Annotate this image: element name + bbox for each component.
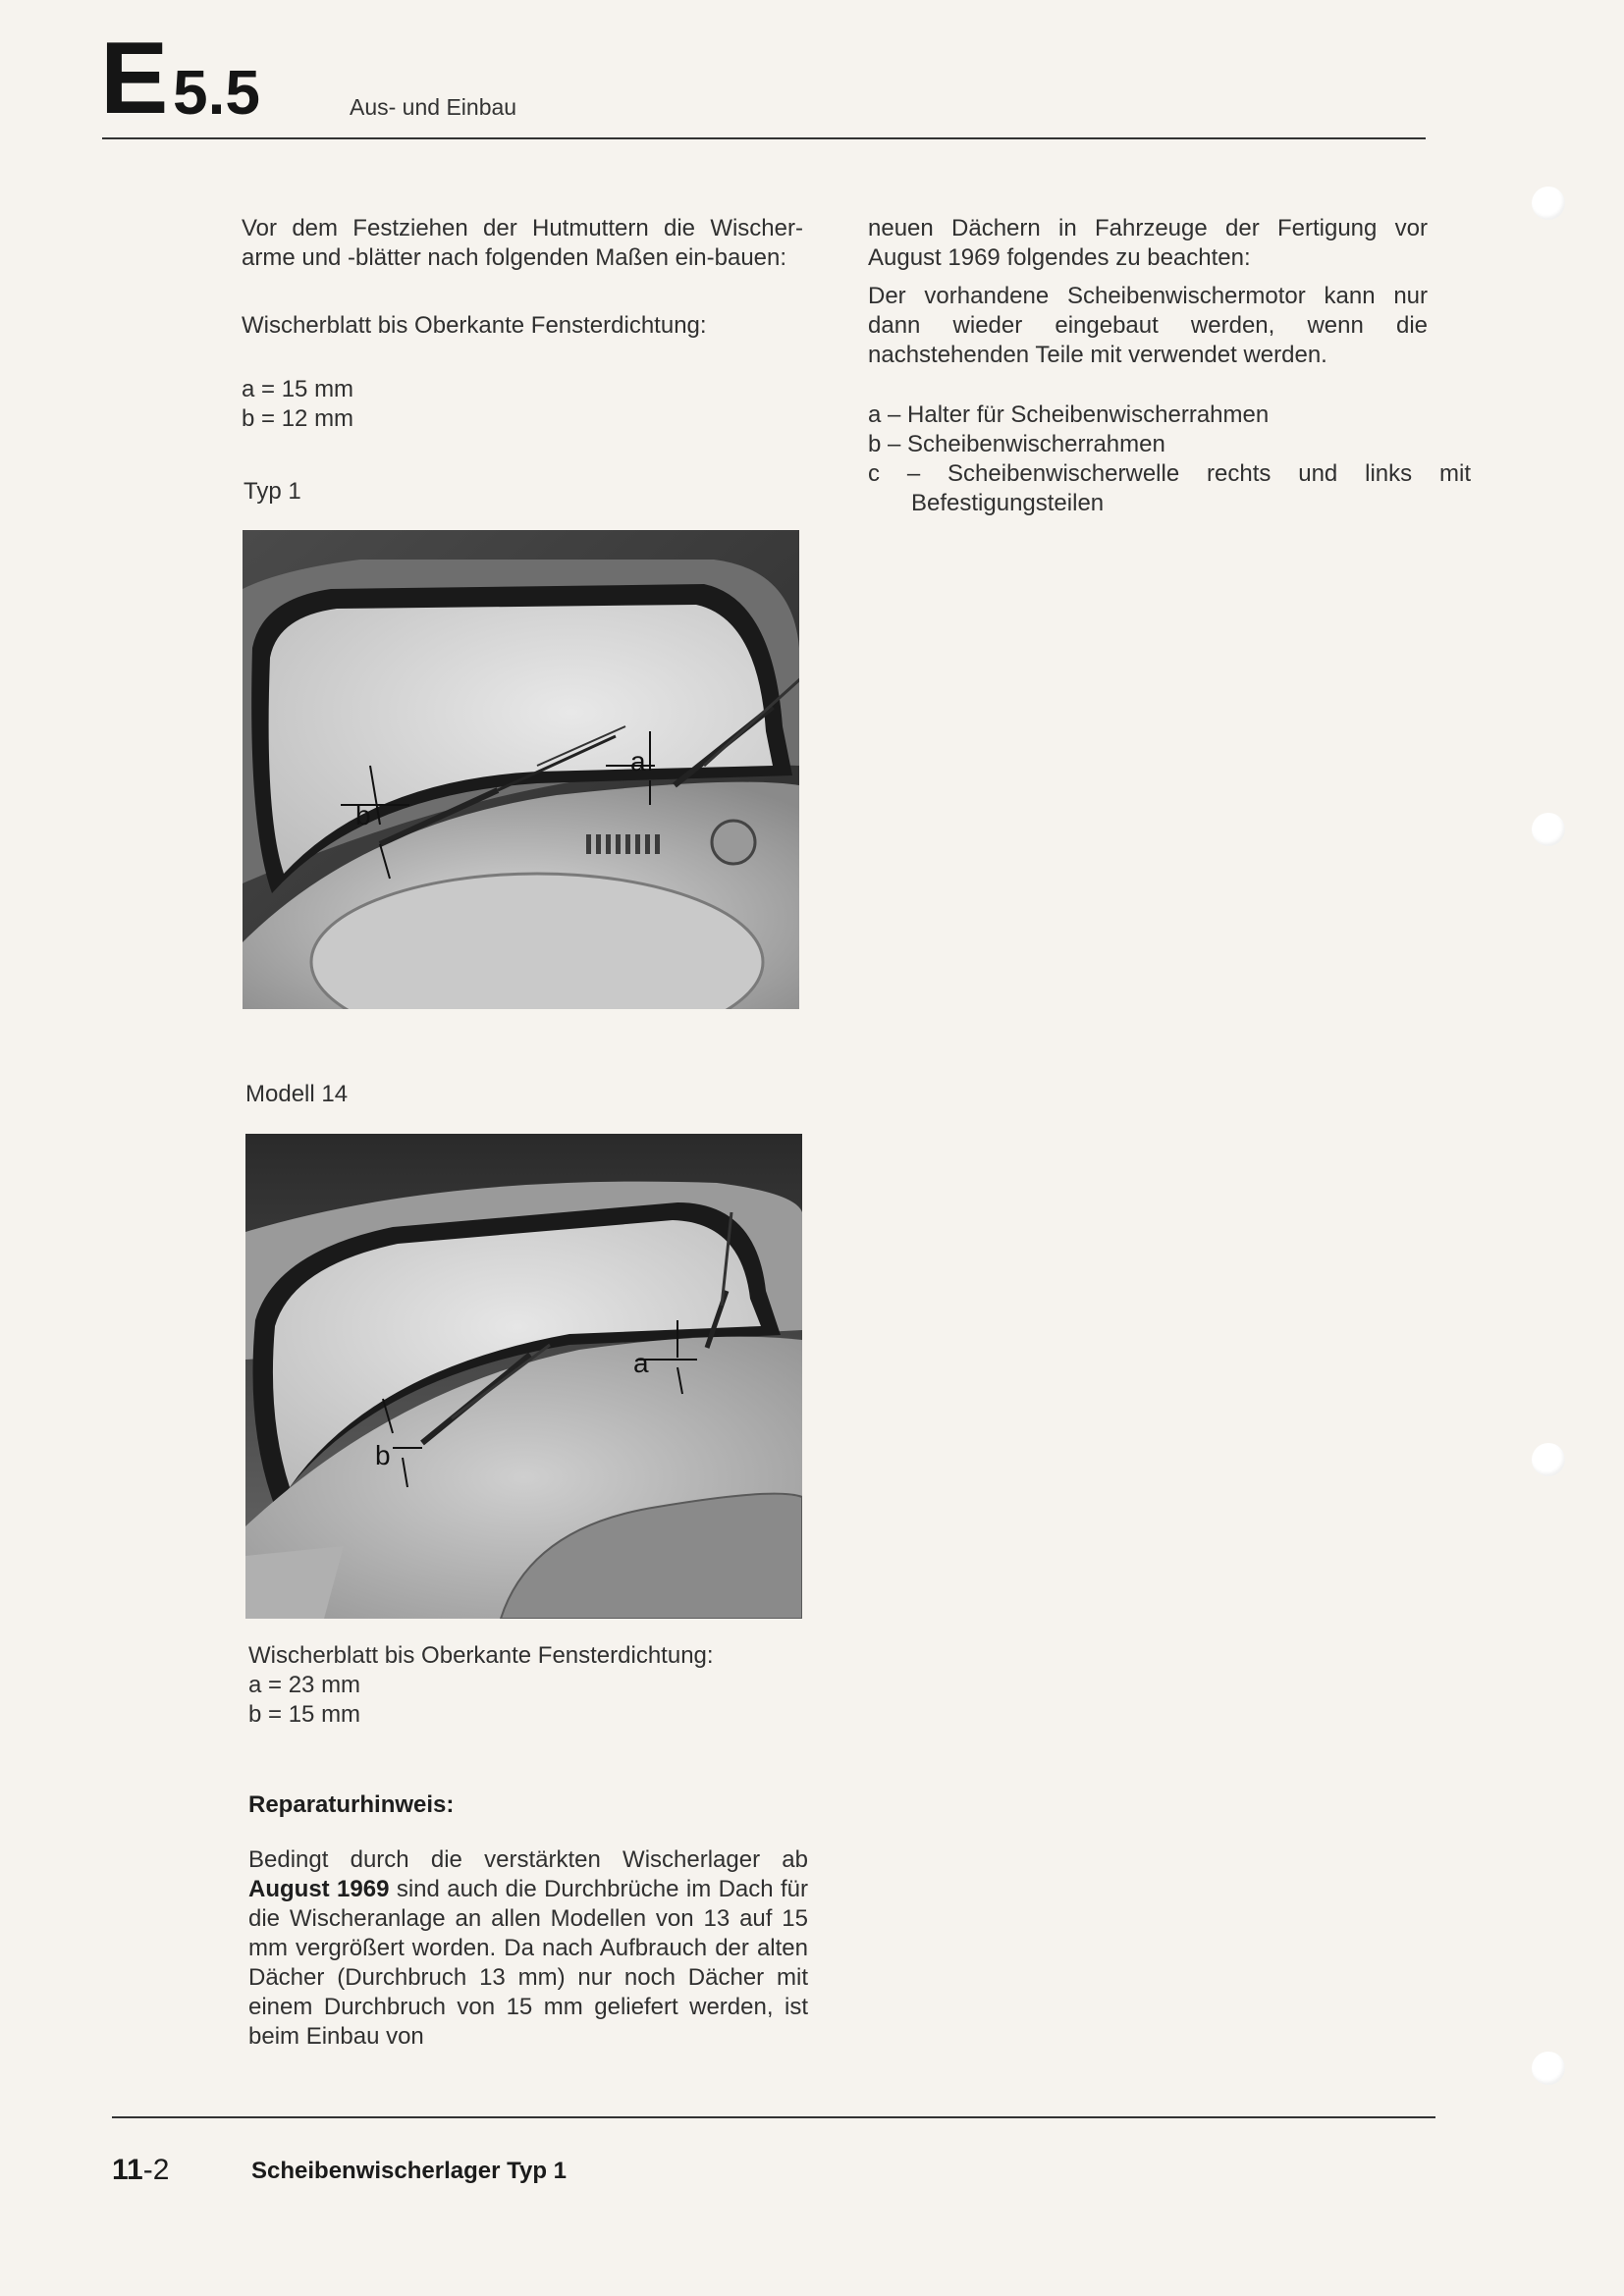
- measure-heading-2: Wischerblatt bis Oberkante Fensterdichtung:: [248, 1642, 714, 1669]
- intro-paragraph: Vor dem Festziehen der Hutmuttern die Wischer-arme und -blätter nach folgenden Maßen ein-bauen:: [242, 215, 803, 271]
- parts-item-c: c – Scheibenwischerwelle rechts und links mit Befestigungsteilen: [868, 460, 1471, 516]
- photo2-label-a: a: [633, 1348, 649, 1378]
- modell14-measure-b: b = 15 mm: [248, 1701, 361, 1728]
- page-chapter: 11: [112, 2154, 143, 2186]
- punch-hole: [1532, 187, 1565, 220]
- footer-rule: [112, 2116, 1435, 2118]
- parts-item-a: a – Halter für Scheibenwischerrahmen: [868, 401, 1270, 428]
- page-number: [112, 2154, 169, 2187]
- section-title: Aus- und Einbau: [350, 94, 517, 120]
- typ1-measure-a: a = 15 mm: [242, 376, 354, 402]
- repair-paragraph: [248, 1845, 808, 2052]
- punch-hole: [1532, 2052, 1565, 2085]
- modell14-measure-a: a = 23 mm: [248, 1672, 361, 1698]
- page-num: 2: [152, 2154, 170, 2186]
- punch-hole: [1532, 1443, 1565, 1476]
- punch-hole: [1532, 813, 1565, 846]
- repair-heading: Reparaturhinweis:: [248, 1791, 455, 1818]
- photo1-label-a: a: [630, 746, 646, 776]
- page-sep: -: [142, 2154, 153, 2186]
- windshield-photo-modell14: [245, 1134, 802, 1619]
- measure-heading: Wischerblatt bis Oberkante Fensterdichtung:: [242, 312, 707, 339]
- windshield-photo-typ1: [243, 530, 799, 1009]
- right-paragraph-1: neuen Dächern in Fahrzeuge der Fertigung vor August 1969 folgendes zu beachten:: [868, 215, 1428, 271]
- header-rule: [102, 137, 1426, 139]
- section-number: 5.5: [173, 57, 260, 128]
- repair-text-1: Bedingt durch die verstärkten Wischerlager ab: [248, 1846, 808, 1873]
- modell14-label: Modell 14: [245, 1081, 349, 1107]
- parts-item-b: b – Scheibenwischerrahmen: [868, 431, 1165, 457]
- right-paragraph-2: Der vorhandene Scheibenwischermotor kann nur dann wieder eingebaut werden, wenn die nachstehenden Teile mit verwendet werden.: [868, 283, 1428, 368]
- repair-text-2: sind auch die Durchbrüche im Dach für die Wischeranlage an allen Modellen von 13 auf 15 mm vergrößert worden. Da nach Aufbrauch der alten Dächer (Durchbruch 13 mm) nur noch Dächer mit einem Durchbruch von 15 mm geliefert werden, ist beim Einbau von: [248, 1876, 808, 2050]
- typ1-label: Typ 1: [244, 478, 301, 505]
- photo2-label-b: b: [375, 1440, 391, 1470]
- footer-title: Scheibenwischerlager Typ 1: [251, 2158, 568, 2184]
- typ1-measure-b: b = 12 mm: [242, 405, 354, 432]
- section-letter: E: [100, 22, 167, 135]
- photo1-label-b: b: [355, 800, 371, 830]
- repair-date: August 1969: [248, 1876, 390, 1902]
